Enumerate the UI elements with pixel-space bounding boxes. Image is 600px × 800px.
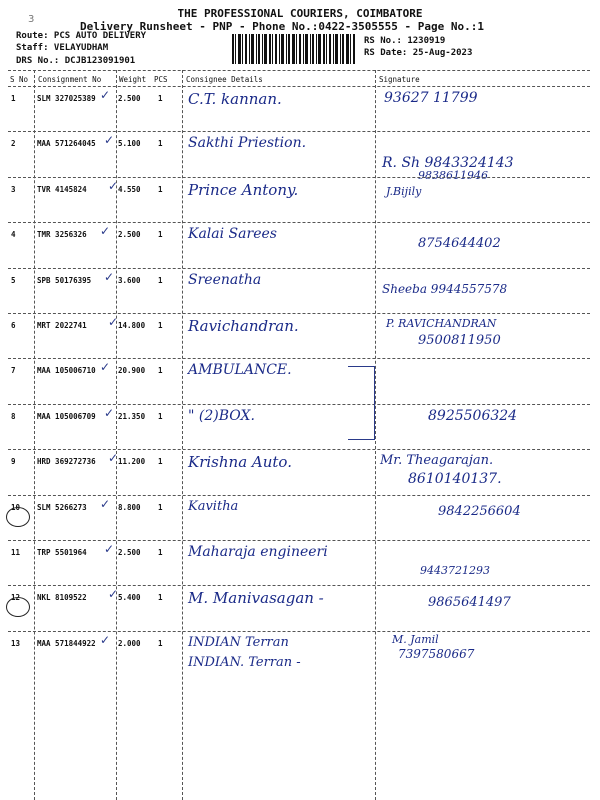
signature-text: 93627 11799	[384, 90, 478, 106]
row-consignment: TMR 3256326	[37, 230, 87, 240]
row-sno: 3	[11, 184, 16, 194]
col-weight: Weight	[119, 75, 147, 84]
col-consignment: Consignment No	[38, 75, 102, 84]
row-weight: 2.500	[118, 230, 141, 240]
consignee-name-line2: INDIAN. Terran -	[188, 654, 301, 670]
row-divider	[8, 449, 590, 450]
signature-text: 9842256604	[438, 503, 521, 519]
row-weight: 4.550	[118, 184, 141, 194]
row-weight: 11.200	[118, 457, 146, 467]
runsheet-subtitle: Delivery Runsheet - PNP - Phone No.:0422-3505555 - Page No.:1	[80, 20, 484, 33]
group-bracket	[348, 366, 375, 440]
consignee-name: Prince Antony.	[188, 180, 299, 199]
consignee-name: Krishna Auto.	[188, 453, 292, 472]
col-divider	[34, 70, 35, 800]
row-divider	[8, 540, 590, 541]
row-circle-mark	[6, 507, 30, 527]
tick-icon: ✓	[100, 632, 111, 647]
signature-text: 8754644402	[418, 236, 501, 252]
row-divider	[8, 585, 590, 586]
signature-text: M. Jamil	[392, 632, 439, 646]
row-sno: 9	[11, 457, 16, 467]
row-consignment: MAA 105006710	[37, 366, 96, 376]
row-divider	[8, 177, 590, 178]
row-sno: 12	[11, 593, 21, 603]
signature-text: 8610140137.	[408, 471, 502, 488]
row-weight: 2.000	[118, 638, 141, 648]
row-pcs: 1	[158, 230, 163, 240]
row-pcs: 1	[158, 275, 163, 285]
signature-text: 9838611946	[418, 169, 488, 183]
row-consignment: MAA 571264045	[37, 139, 96, 149]
row-weight: 8.800	[118, 502, 141, 512]
signature-text: R. Sh 9843324143	[382, 155, 514, 172]
row-consignment: HRD 369272736	[37, 457, 96, 467]
table-top-rule	[8, 70, 590, 71]
row-divider	[8, 631, 590, 632]
row-divider	[8, 222, 590, 223]
consignee-name: Ravichandran.	[188, 317, 299, 335]
row-weight: 2.500	[118, 94, 141, 103]
row-sno: 5	[11, 275, 16, 285]
row-divider	[8, 495, 590, 496]
row-consignment: SLM 5266273	[37, 502, 87, 512]
tick-icon: ✓	[108, 451, 119, 466]
row-pcs: 1	[158, 94, 163, 103]
signature-text: 9443721293	[420, 564, 490, 577]
consignee-name: M. Manivasagan -	[188, 589, 324, 608]
consignee-name: Sreenatha	[188, 271, 262, 288]
row-sno: 8	[11, 411, 16, 421]
col-pcs: PCS	[154, 75, 168, 84]
tick-icon: ✓	[100, 88, 111, 102]
row-consignment: SLM 327025389	[37, 94, 96, 103]
row-consignment: TRP 5501964	[37, 548, 87, 557]
tick-icon: ✓	[104, 405, 115, 420]
signature-text: Sheeba 9944557578	[382, 281, 508, 296]
rs-number: RS No.: 1230919	[364, 36, 446, 46]
row-weight: 5.100	[118, 139, 141, 149]
row-pcs: 1	[158, 139, 163, 149]
row-consignment: MRT 2022741	[37, 321, 87, 330]
row-consignment: NKL 8109522	[37, 593, 87, 603]
row-pcs: 1	[158, 366, 163, 376]
row-consignment: TVR 4145824	[37, 184, 87, 194]
row-sno: 13	[11, 638, 21, 648]
consignee-name: Sakthi Priestion.	[188, 135, 307, 152]
row-weight: 3.600	[118, 275, 141, 285]
row-divider	[8, 313, 590, 314]
tick-icon: ✓	[100, 360, 111, 375]
signature-text: 7397580667	[398, 646, 475, 661]
tick-icon: ✓	[104, 269, 115, 284]
row-sno: 1	[11, 94, 16, 103]
row-consignment: MAA 105006709	[37, 411, 96, 421]
row-sno: 6	[11, 321, 16, 330]
company-title: THE PROFESSIONAL COURIERS, COIMBATORE	[177, 7, 423, 20]
tick-icon: ✓	[108, 315, 119, 329]
col-signature: Signature	[379, 75, 420, 84]
route-label: Route: PCS AUTO DELIVERY	[16, 31, 147, 41]
row-weight: 20.900	[118, 366, 146, 376]
row-consignment: SPB 50176395	[37, 275, 92, 285]
col-divider	[375, 70, 376, 800]
row-divider	[8, 131, 590, 132]
row-pcs: 1	[158, 638, 163, 648]
row-sno: 7	[11, 366, 16, 376]
consignee-name: " (2)BOX.	[188, 407, 255, 424]
row-sno: 11	[11, 548, 21, 557]
signature-text: P. RAVICHANDRAN	[386, 317, 497, 330]
tick-icon: ✓	[100, 496, 111, 511]
tick-icon: ✓	[108, 587, 119, 602]
row-weight: 2.500	[118, 548, 141, 557]
row-circle-mark	[6, 597, 30, 617]
consignee-name: C.T. kannan.	[188, 90, 282, 108]
header-rule	[8, 86, 590, 87]
row-divider	[8, 358, 590, 359]
row-weight: 21.350	[118, 411, 146, 421]
consignee-name: Maharaja engineeri	[188, 544, 328, 560]
row-sno: 10	[11, 502, 21, 512]
col-sno: S No	[10, 75, 29, 84]
tick-icon: ✓	[100, 224, 111, 239]
row-pcs: 1	[158, 411, 163, 421]
row-consignment: MAA 571844922	[37, 638, 96, 648]
row-weight: 5.400	[118, 593, 141, 603]
signature-text: 9865641497	[428, 595, 511, 611]
corner-mark: 3	[28, 14, 35, 25]
row-divider	[8, 404, 590, 405]
row-pcs: 1	[158, 184, 163, 194]
signature-text: 8925506324	[428, 407, 518, 424]
tick-icon: ✓	[104, 542, 115, 556]
row-weight: 14.800	[118, 321, 146, 330]
signature-text: 9500811950	[418, 333, 501, 348]
signature-text: Mr. Theagarajan.	[380, 453, 494, 469]
barcode-icon	[232, 34, 356, 64]
row-pcs: 1	[158, 548, 163, 557]
consignee-name: Kavitha	[188, 498, 239, 514]
consignee-name: Kalai Sarees	[188, 226, 277, 243]
col-consignee: Consignee Details	[186, 75, 263, 84]
consignee-name: AMBULANCE.	[188, 362, 292, 379]
consignee-name: INDIAN Terran	[188, 634, 289, 650]
tick-icon: ✓	[108, 178, 119, 193]
signature-text: J.Bijily	[386, 185, 422, 199]
col-divider	[182, 70, 183, 800]
row-sno: 2	[11, 139, 16, 149]
rs-date: RS Date: 25-Aug-2023	[364, 48, 473, 58]
row-pcs: 1	[158, 321, 163, 330]
tick-icon: ✓	[104, 133, 115, 148]
row-pcs: 1	[158, 593, 163, 603]
row-pcs: 1	[158, 502, 163, 512]
row-divider	[8, 268, 590, 269]
row-pcs: 1	[158, 457, 163, 467]
drs-number: DRS No.: DCJB123091901	[16, 56, 136, 66]
staff-label: Staff: VELAYUDHAM	[16, 43, 109, 53]
row-sno: 4	[11, 230, 16, 240]
